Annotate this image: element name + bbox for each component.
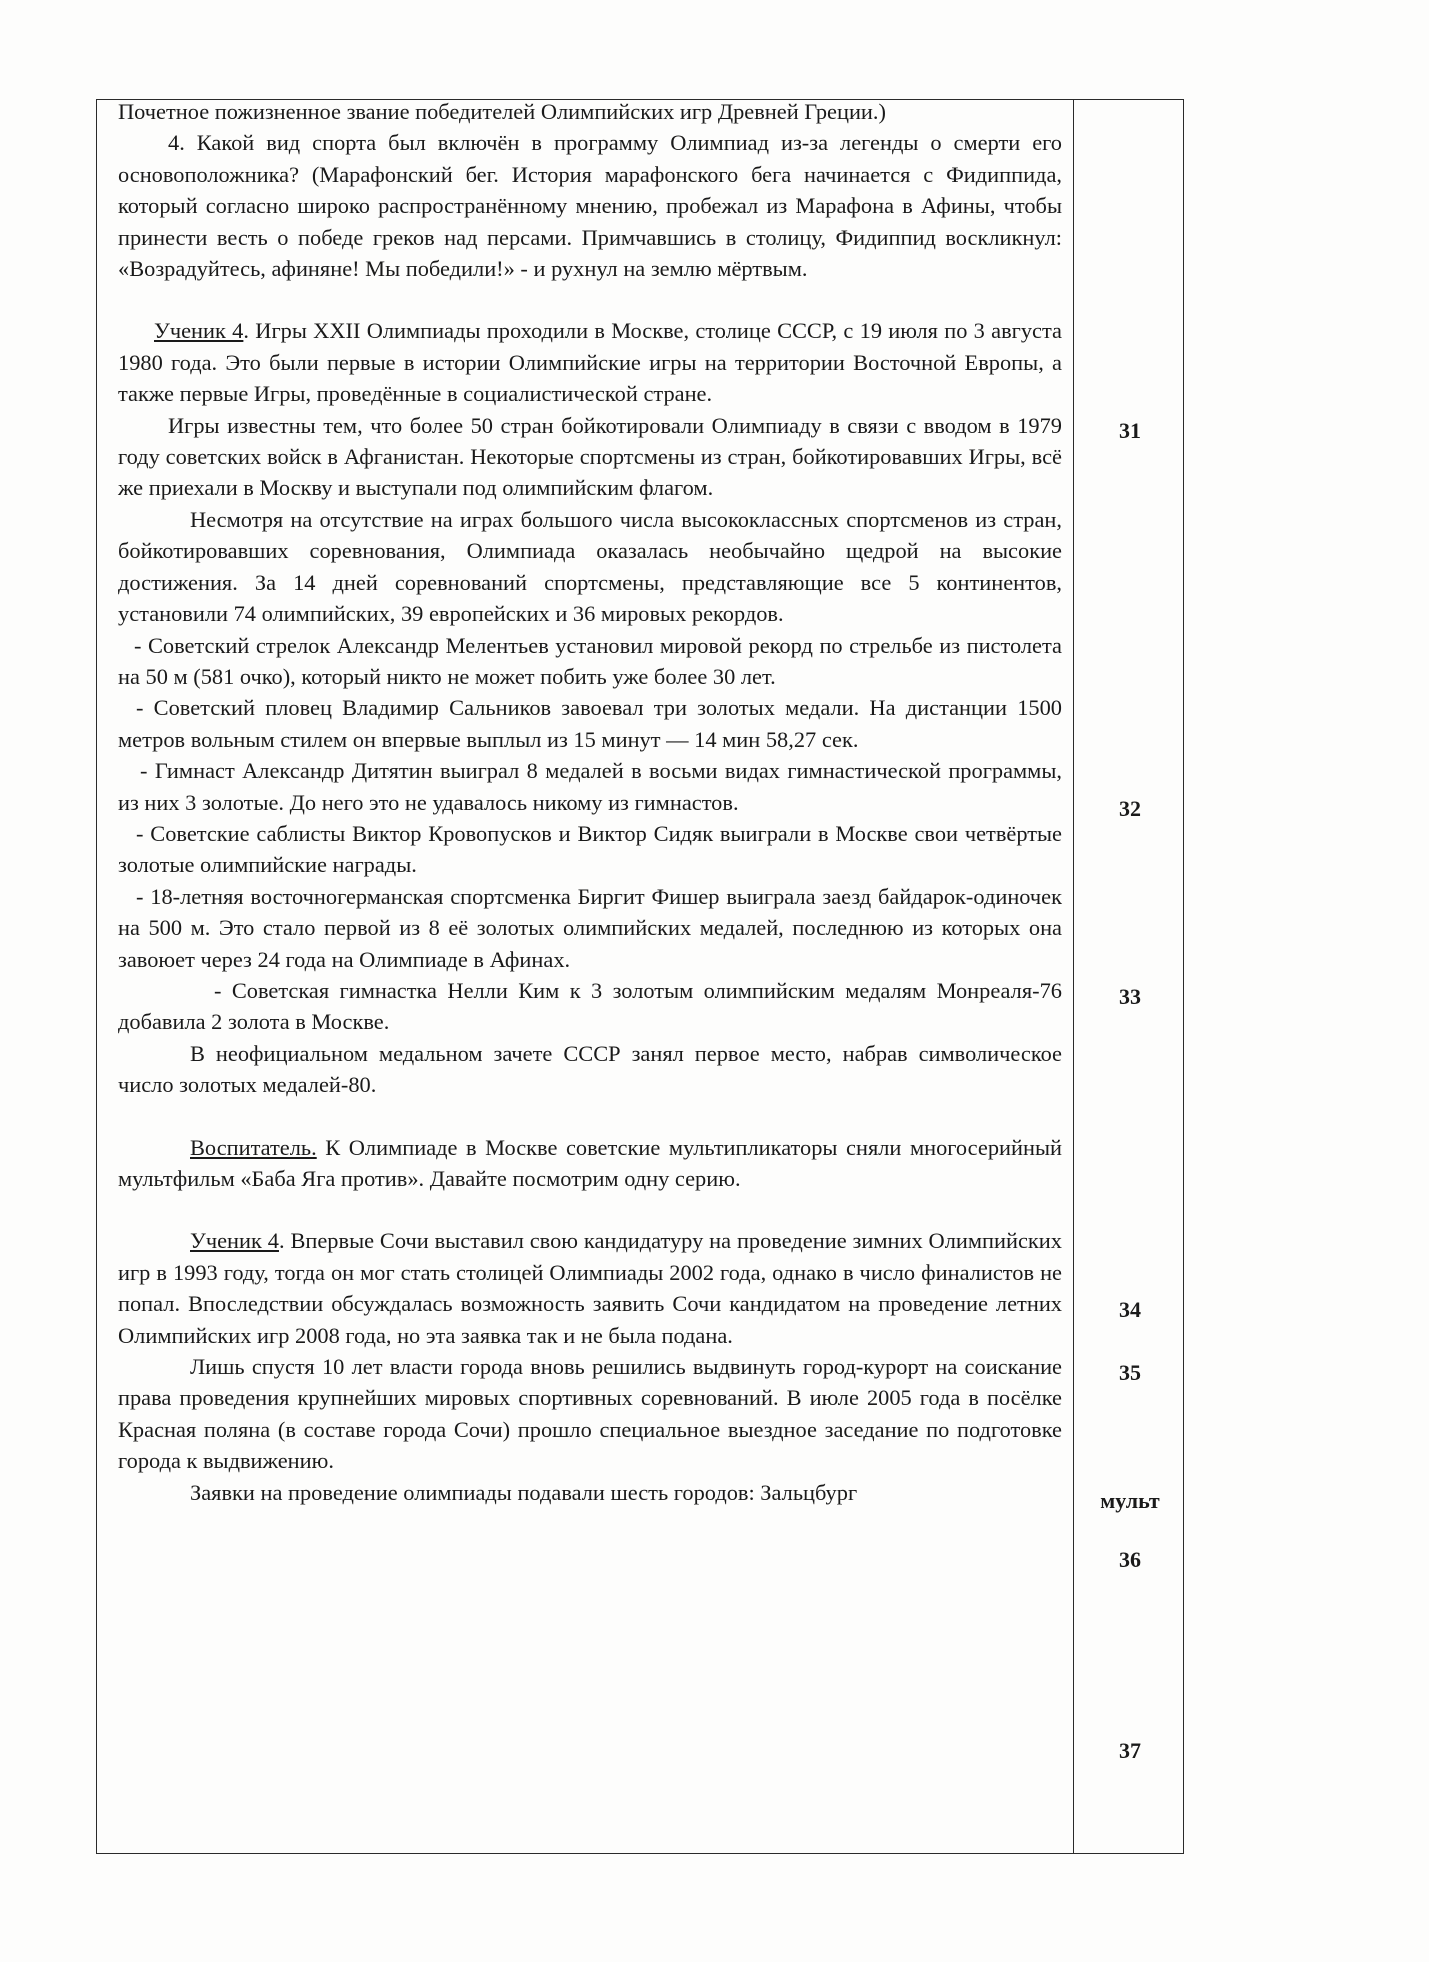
slide-number: 35 <box>1119 1360 1141 1385</box>
list-item: - Советский пловец Владимир Сальников завоевал три золотых медали. На дистанции 1500 метров вольным стилем он впервые выплыл из 15 минут — 14 мин 58,27 сек. <box>118 695 1062 752</box>
list-item: - Гимнаст Александр Дитятин выиграл 8 медалей в восьми видах гимнастической программы, из них 3 золотые. До него это не удавалось никому из гимнастов. <box>118 758 1062 815</box>
paragraph: Несмотря на отсутствие на играх большого числа высококлассных спортсменов из стран, бойкотировавших соревнования, Олимпиада оказалась необычайно щедрой на высокие достижения. За 14 дней соревнований спортсмены, представляющие все 5 континентов, установили 74 олимпийских, 39 европейских и 36 мировых рекордов. <box>118 506 1062 627</box>
scenario-text-column <box>118 96 1062 1508</box>
list-item: - 18-летняя восточногерманская спортсменка Биргит Фишер выиграла заезд байдарок-одиночек на 500 м. Это стало первой из 8 её золотых олимпийских медалей, последнюю из которых она завоюет через 24 года на Олимпиаде в Афинах. <box>118 883 1062 972</box>
student-4-moscow <box>118 315 1062 409</box>
paragraph-text: К Олимпиаде в Москве советские мультипликаторы сняли многосерийный мультфильм «Баба Яга против». Давайте посмотрим одну серию. <box>118 1134 1062 1191</box>
slide-number: 36 <box>1119 1547 1141 1572</box>
paragraph-text: . Игры XXII Олимпиады проходили в Москве, столице СССР, с 19 июля по 3 августа 1980 года. Это были первые в истории Олимпийские игры на территории Восточной Европы, а также первые Игры, проведённые в социалистической стране. <box>118 318 1062 407</box>
question-4: 4. Какой вид спорта был включён в программу Олимпиад из-за легенды о смерти его основоположника? (Марафонский бег. История марафонского бега начинается с Фидиппида, который согласно широко распространённому мнению, пробежал из Марафона в Афины, чтобы принести весть о победе греков над персами. Примчавшись в столицу, Фидиппид воскликнул: «Возрадуйтесь, афиняне! Мы победили!» - и рухнул на землю мёртвым. <box>118 130 1062 282</box>
list-item: - Советские саблисты Виктор Кровопусков и Виктор Сидяк выиграли в Москве свои четвёртые золотые олимпийские награды. <box>118 820 1062 878</box>
paragraph-text: . Впервые Сочи выставил свою кандидатуру на проведение зимних Олимпийских игр в 1993 году, тогда он мог стать столицей Олимпиады 2002 года, однако в число финалистов не попал. Впоследствии обсуждалась возможность заявить Сочи кандидатом на проведение летних Олимпийских игр 2008 года, но эта заявка так и не была подана. <box>118 1228 1062 1348</box>
student-4-sochi <box>118 1225 1062 1351</box>
slide-number: 31 <box>1119 418 1141 443</box>
paragraph: Заявки на проведение олимпиады подавали шесть городов: Зальцбург <box>190 1479 858 1505</box>
paragraph: Почетное пожизненное звание победителей Олимпийских игр Древней Греции.) <box>118 99 886 124</box>
slide-number: 34 <box>1119 1297 1141 1322</box>
slide-number: 32 <box>1119 796 1141 821</box>
paragraph: Игры известны тем, что более 50 стран бойкотировали Олимпиаду в связи с вводом в 1979 году советских войск в Афганистан. Некоторые спортсмены из стран, бойкотировавших Игры, всё же приехали в Москву и выступали под олимпийским флагом. <box>118 412 1062 501</box>
paragraph: Лишь спустя 10 лет власти города вновь решились выдвинуть город-курорт на соискание права проведения крупнейших мировых спортивных соревнований. В июле 2005 года в посёлке Красная поляна (в составе города Сочи) прошло специальное выездное заседание по подготовке города к выдвижению. <box>118 1354 1062 1474</box>
slide-label-cartoon: мульт <box>1100 1488 1160 1513</box>
slide-number: 33 <box>1119 984 1141 1009</box>
speaker-label: Ученик 4 <box>190 1228 279 1254</box>
paragraph: В неофициальном медальном зачете СССР занял первое место, набрав символическое число золотых медалей-80. <box>118 1040 1062 1098</box>
list-item: - Советская гимнастка Нелли Ким к 3 золотым олимпийским медалям Монреаля-76 добавила 2 золота в Москве. <box>118 977 1062 1035</box>
speaker-label: Ученик 4 <box>154 318 244 344</box>
column-divider <box>1073 99 1074 1854</box>
educator-remark <box>118 1132 1062 1195</box>
speaker-label: Воспитатель. <box>190 1134 317 1160</box>
list-item: - Советский стрелок Александр Мелентьев установил мировой рекорд по стрельбе из пистолета на 50 м (581 очко), который никто не может побить уже более 30 лет. <box>118 632 1062 689</box>
slide-number: 37 <box>1119 1738 1141 1763</box>
